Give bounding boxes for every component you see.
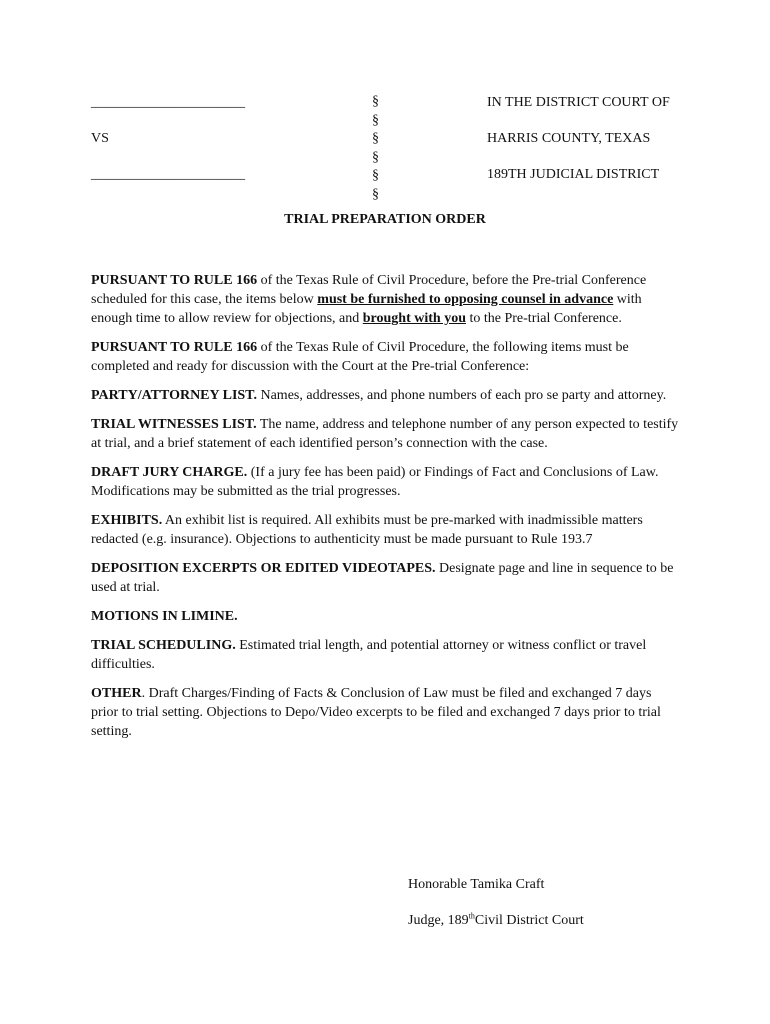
judge-title-ordinal: th	[468, 911, 475, 921]
section-symbol: §	[372, 131, 379, 146]
court-name-line-2: HARRIS COUNTY, TEXAS	[487, 131, 651, 146]
paragraph-text: to the Pre-trial Conference.	[465, 311, 622, 326]
section-symbol: §	[372, 186, 379, 202]
paragraph-text: of the Texas Rule of Civil Procedure, before the Pre-trial Conference scheduled for this case, the items below	[91, 273, 647, 307]
court-name-line-1: IN THE DISTRICT COURT OF	[487, 95, 670, 110]
order-body	[91, 271, 681, 751]
judge-name: Honorable Tamika Craft	[408, 877, 545, 892]
section-symbol: §	[372, 168, 379, 183]
paragraph-lead: PURSUANT TO RULE 166	[91, 340, 258, 355]
paragraph-text: . Draft Charges/Finding of Facts & Conclusion of Law must be filed and exchanged 7 days prior to trial setting. Objections to Depo/Video excerpts to be filed and exchanged 7 days prior to trial setting.	[91, 686, 661, 739]
paragraph-draft-jury-charge	[91, 463, 681, 501]
section-symbol: §	[372, 149, 379, 165]
defendant-blank-line: ______________________	[91, 167, 245, 182]
paragraph-lead: EXHIBITS.	[91, 513, 163, 528]
emphasis-bring: brought with you	[362, 311, 466, 326]
judge-title	[408, 912, 584, 930]
paragraph-other	[91, 684, 681, 741]
paragraph-text: (If a jury fee has been paid) or Findings of Fact and Conclusions of Law. Modifications may be submitted as the trial progresses.	[91, 465, 659, 499]
document-title: TRIAL PREPARATION ORDER	[284, 212, 486, 227]
paragraph-text: An exhibit list is required. All exhibits must be pre-marked with inadmissible matters redacted (e.g. insurance). Objections to authenticity must be made pursuant to Rule 193.7	[91, 513, 643, 547]
paragraph-text: Estimated trial length, and potential attorney or witness conflict or travel difficulties.	[91, 638, 647, 672]
emphasis-furnish: must be furnished to opposing counsel in advance	[317, 292, 614, 307]
paragraph-exhibits	[91, 511, 681, 549]
paragraph-lead: DRAFT JURY CHARGE.	[91, 465, 248, 480]
paragraph-text: Designate page and line in sequence to be used at trial.	[91, 561, 674, 595]
paragraph-rule-166-complete	[91, 338, 681, 376]
plaintiff-blank-line: ______________________	[91, 95, 245, 110]
court-name-line-3: 189TH JUDICIAL DISTRICT	[487, 167, 660, 182]
paragraph-deposition-excerpts	[91, 559, 681, 597]
paragraph-party-attorney-list	[91, 386, 681, 405]
judge-title-suffix: Civil District Court	[474, 913, 584, 928]
paragraph-lead: PURSUANT TO RULE 166	[91, 273, 258, 288]
section-symbol-column	[372, 93, 379, 204]
paragraph-text: of the Texas Rule of Civil Procedure, the following items must be completed and ready for discussion with the Court at the Pre-trial Conference:	[91, 340, 629, 374]
paragraph-lead: OTHER	[91, 686, 142, 701]
paragraph-motions-in-limine	[91, 607, 681, 626]
paragraph-lead: DEPOSITION EXCERPTS OR EDITED VIDEOTAPES.	[91, 561, 436, 576]
paragraph-text: with enough time to allow review for objections, and	[91, 292, 642, 326]
judge-title-prefix: Judge, 189	[408, 913, 469, 928]
paragraph-lead: TRIAL SCHEDULING.	[91, 638, 236, 653]
paragraph-text: Names, addresses, and phone numbers of each pro se party and attorney.	[256, 388, 667, 403]
section-symbol: §	[372, 112, 379, 128]
paragraph-lead: PARTY/ATTORNEY LIST.	[91, 388, 257, 403]
vs-label: VS	[91, 131, 109, 146]
section-symbol: §	[372, 94, 379, 109]
paragraph-trial-scheduling	[91, 636, 681, 674]
paragraph-trial-witnesses	[91, 415, 681, 453]
paragraph-text: The name, address and telephone number of any person expected to testify at trial, and a brief statement of each identified person’s connection with the case.	[91, 417, 679, 451]
paragraph-lead: MOTIONS IN LIMINE.	[91, 609, 238, 624]
paragraph-rule-166-furnish	[91, 271, 681, 328]
paragraph-lead: TRIAL WITNESSES LIST.	[91, 417, 257, 432]
